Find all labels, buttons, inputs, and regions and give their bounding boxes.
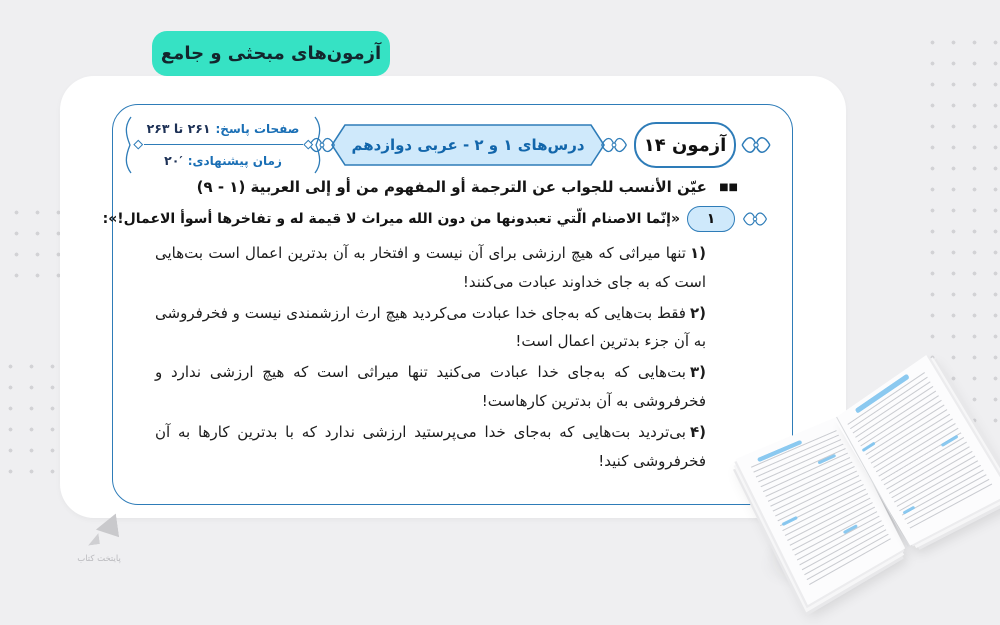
- info-divider: [135, 141, 311, 148]
- lesson-ribbon: [330, 123, 606, 167]
- suggested-time-row: [133, 148, 313, 173]
- instruction-bullets-icon: ■■: [719, 182, 738, 193]
- section-banner-label: آزمون‌های مبحثی و جامع: [160, 43, 382, 64]
- option-number: ۴): [689, 423, 706, 442]
- knot-ornament-icon: [742, 209, 768, 229]
- suggested-time-label: زمان پیشنهادی:: [187, 153, 282, 168]
- option-number: ۱): [689, 244, 706, 262]
- publisher-logo-text: پایتخت کتاب: [77, 554, 121, 564]
- option-text: تنها میراثی که هیچ ارزشی برای آن نیست و افتخار به آن بدترین اعمال است بت‌هایی است که به جای خداوند عبادت می‌کنند!: [155, 244, 706, 291]
- lesson-ribbon-label: درس‌های ۱ و ۲ - عربی دوازدهم: [351, 136, 585, 154]
- option-number: ۳): [689, 363, 706, 382]
- instruction-text: عيّن الأنسب للجواب عن الترجمة أو المفهوم من أو إلى العربية (١ - ٩): [196, 178, 707, 196]
- option-row-1: [155, 239, 706, 296]
- answer-pages-row: [133, 116, 313, 141]
- answer-pages-value: ۲۶۱ تا ۲۶۳: [146, 121, 211, 136]
- option-text: بی‌تردید بت‌هایی که به‌جای خدا می‌پرستید ارزشی ندارد که با بدترین کارها به آن فخرفروشی کنید!: [155, 423, 706, 470]
- option-text: فقط بت‌هایی که به‌جای خدا عبادت می‌کردید هیچ ارث ارزشمندی نیست و فخرفروشی به آن جزء بدترین اعمال است!: [155, 303, 706, 351]
- bracket-ornament-icon: [313, 116, 323, 174]
- options-list: [155, 239, 706, 478]
- open-book-photo: [738, 382, 1000, 600]
- bracket-ornament-icon: [123, 116, 133, 174]
- knot-ornament-icon: [740, 133, 772, 157]
- test-title-label: آزمون ۱۴: [643, 134, 727, 156]
- publisher-logo-icon: [72, 509, 127, 552]
- option-row-3: [155, 358, 706, 415]
- question-number: ۱: [706, 211, 716, 227]
- section-banner: [152, 31, 390, 76]
- dot-grid-decoration: [922, 32, 998, 424]
- exam-instruction: [129, 175, 738, 200]
- exam-frame: [102, 104, 793, 505]
- option-text: بت‌هایی که به‌جای خدا عبادت می‌کنید تنها میراثی است که هیچ ارزشی ندارد و فخرفروشی به آن بدترین کارهاست!: [155, 363, 706, 410]
- option-row-4: [155, 418, 706, 475]
- answer-pages-label: صفحات پاسخ:: [215, 121, 300, 136]
- option-row-2: [155, 299, 706, 356]
- suggested-time-value: ۲۰′: [164, 153, 183, 168]
- question-row: [102, 206, 768, 232]
- question-text: «إنّما الاصنام الّتي تعبدونها من دون الله ميراث لا قيمة له و تفاخرها أسوأ الاعمال!»:: [102, 211, 680, 227]
- option-number: ۲): [689, 303, 706, 322]
- publisher-logo: [66, 512, 132, 582]
- answer-info-box: [125, 116, 321, 174]
- exam-header-row: [125, 115, 772, 175]
- divider-line: [144, 144, 303, 145]
- question-number-pill: [687, 206, 735, 232]
- test-number-pill: [634, 122, 736, 168]
